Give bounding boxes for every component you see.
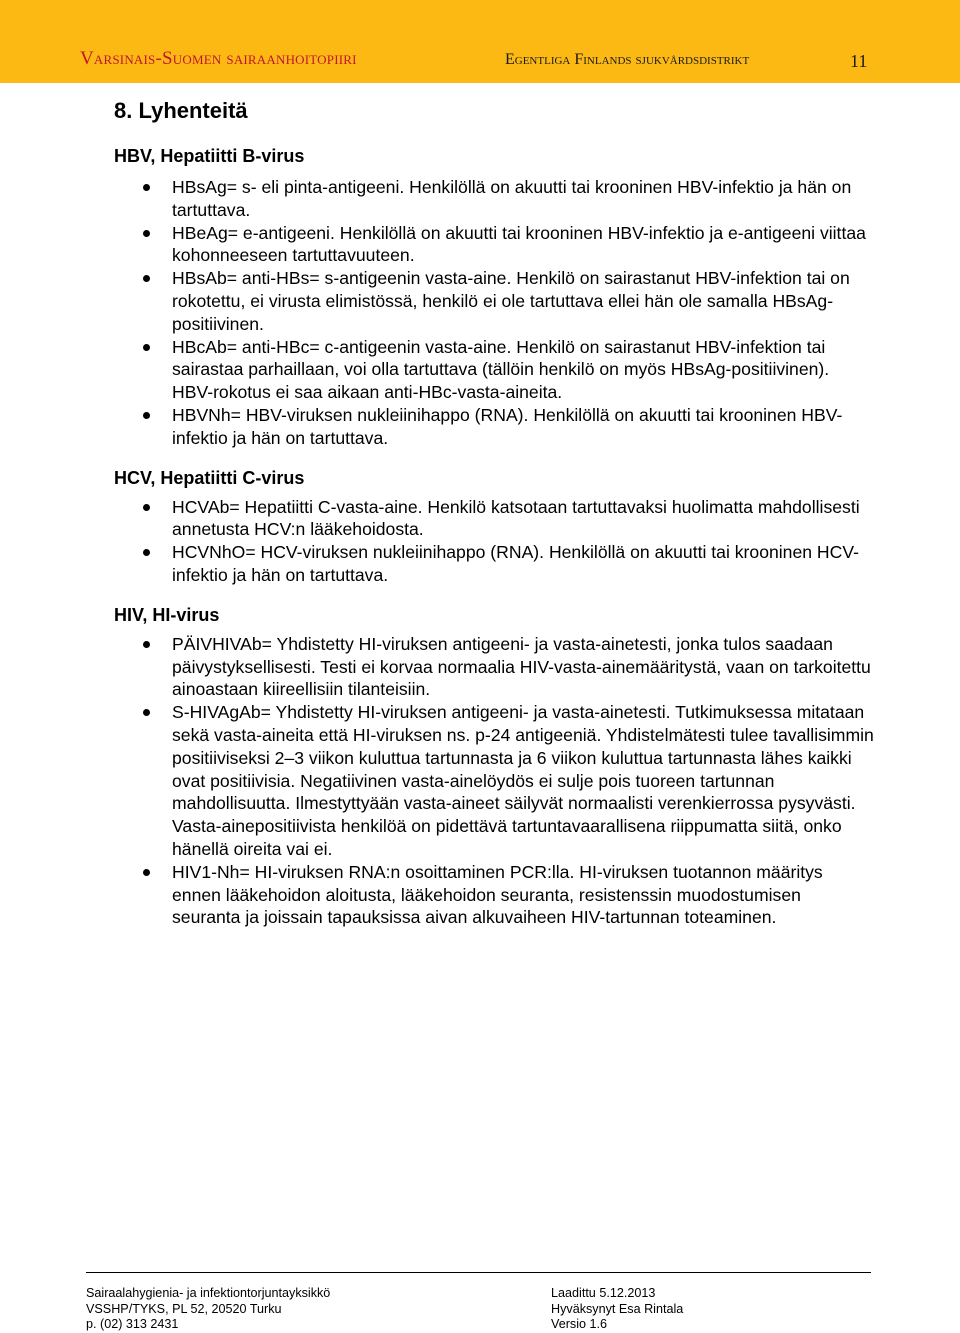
document-body xyxy=(114,96,874,929)
footer-address: VSSHP/TYKS, PL 52, 20520 Turku xyxy=(86,1301,282,1316)
list-hcv xyxy=(114,496,874,587)
list-item: HBsAg= s- eli pinta-antigeeni. Henkilöllä on akuutti tai krooninen HBV-infektio ja hän on tartuttava. xyxy=(172,176,874,222)
section-hbv xyxy=(114,144,874,450)
footer-unit: Sairaalahygienia- ja infektiontorjuntayksikkö xyxy=(86,1286,331,1300)
footer-version: Versio 1.6 xyxy=(551,1317,608,1331)
section-heading-hbv: HBV, Hepatiitti B-virus xyxy=(114,146,305,166)
list-item: HBVNh= HBV-viruksen nukleiinihappo (RNA). Henkilöllä on akuutti tai krooninen HBV-infektio ja hän on tartuttava. xyxy=(172,404,874,450)
list-hbv xyxy=(114,176,874,450)
header-organization-fi: Varsinais-Suomen sairaanhoitopiiri xyxy=(80,48,357,69)
section-hcv xyxy=(114,466,874,587)
footer-divider xyxy=(86,1272,871,1273)
list-hiv xyxy=(114,633,874,929)
list-item: PÄIVHIVAb= Yhdistetty HI-viruksen antigeeni- ja vasta-ainetesti, jonka tulos saadaan päivystyksellisesti. Testi ei korvaa normaalia HIV-vasta-ainemääritystä, vaan on tarkoitettu ainoastaan kiireellisiin tilanteisiin. xyxy=(172,633,874,701)
section-heading-hcv: HCV, Hepatiitti C-virus xyxy=(114,467,305,488)
page-title: 8. Lyhenteitä xyxy=(114,98,248,123)
list-item: HCVAb= Hepatiitti C-vasta-aine. Henkilö katsotaan tartuttavaksi huolimatta mahdollisesti annetusta HCV:n lääkehoidosta. xyxy=(172,496,874,542)
page-number: 11 xyxy=(850,51,868,71)
footer-left xyxy=(86,1286,330,1333)
footer-approved: Hyväksynyt Esa Rintala xyxy=(551,1301,684,1316)
list-item: HIV1-Nh= HI-viruksen RNA:n osoittaminen PCR:lla. HI-viruksen tuotannon määritys ennen lääkehoidon aloitusta, lääkehoidon seuranta, resistenssin muodostumisen seuranta ja joissain tapauksissa aivan alkuvaiheen HIV-tartunnan toteaminen. xyxy=(172,861,874,929)
section-heading-hiv: HIV, HI-virus xyxy=(114,604,220,625)
list-item: S-HIVAgAb= Yhdistetty HI-viruksen antigeeni- ja vasta-ainetesti. Tutkimuksessa mitataan sekä vasta-aineita että HI-viruksen ns. p-24 antigeeniä. Yhdistelmätesti tulee tavallisimmin positiiviseksi 2–3 viikon kuluttua tartunnasta ja 6 viikon kuluttua tartunnasta lähes kaikki ovat positiivisia. Negatiivinen vasta-ainelöydös ei sulje pois tuoreen tartunnan mahdollisuutta. Ilmestyttyään vasta-aineet säilyvät normaalisti verenkierrossa pysyvästi. Vasta-ainepositiivista henkilöä on pidettävä tartuntavaarallisena riippumatta siitä, onko hänellä oireita vai ei. xyxy=(172,702,874,859)
list-item: HBsAb= anti-HBs= s-antigeenin vasta-aine. Henkilö on sairastanut HBV-infektion tai on rokotettu, ei virusta elimistössä, henkilö ei ole tartuttava ellei hän ole samalla HBsAg-positiivinen. xyxy=(172,267,874,335)
footer-created: Laadittu 5.12.2013 xyxy=(551,1286,656,1300)
header-organization-sv: Egentliga Finlands sjukvårdsdistrikt xyxy=(505,51,750,68)
list-item: HBcAb= anti-HBc= c-antigeenin vasta-aine. Henkilö on sairastanut HBV-infektion tai sairastaa parhaillaan, voi olla tartuttava (tällöin henkilö on myös HBsAg-positiivinen). HBV-rokotus ei saa aikaan anti-HBc-vasta-aineita. xyxy=(172,336,874,404)
section-hiv xyxy=(114,603,874,929)
list-item: HBeAg= e-antigeeni. Henkilöllä on akuutti tai krooninen HBV-infektio ja e-antigeeni viittaa kohonneeseen tartuttavuuteen. xyxy=(172,222,874,268)
header-band xyxy=(0,0,960,83)
list-item: HCVNhO= HCV-viruksen nukleiinihappo (RNA). Henkilöllä on akuutti tai krooninen HCV-infektio ja hän on tartuttava. xyxy=(172,541,874,587)
footer-right xyxy=(551,1286,683,1333)
footer-phone: p. (02) 313 2431 xyxy=(86,1317,179,1331)
